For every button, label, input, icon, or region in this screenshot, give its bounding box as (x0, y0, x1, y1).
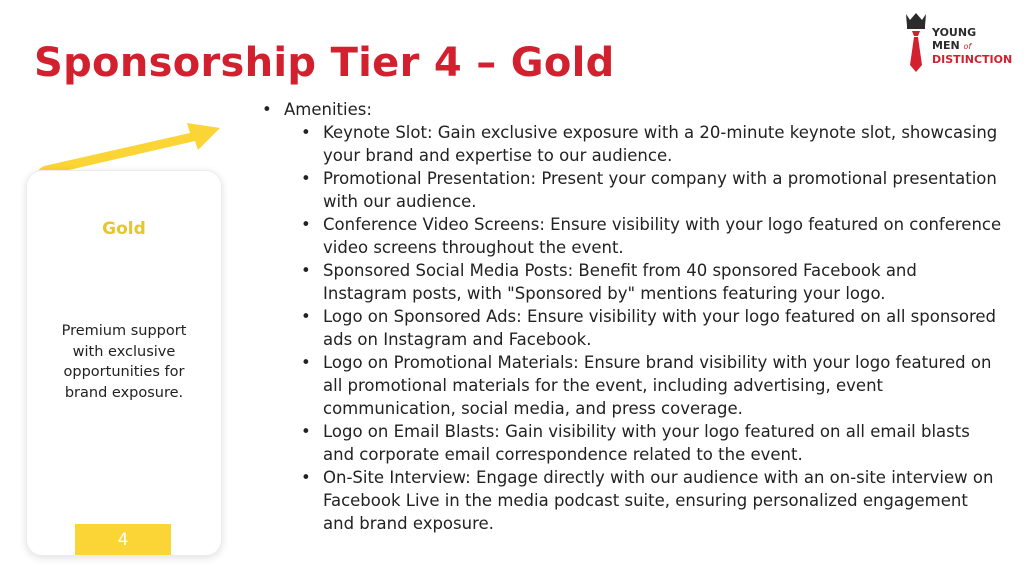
list-item: • Logo on Promotional Materials: Ensure brand visibility with your logo featured on all promotional materials for the event, including advertising, event communication, social media, and press coverage. (262, 351, 1002, 420)
logo-line-distinction: DISTINCTION (932, 53, 1013, 66)
tier-card (26, 170, 222, 556)
slide-title: Sponsorship Tier 4 – Gold (34, 40, 615, 86)
logo-line-men: MEN (932, 39, 960, 52)
list-item: • Sponsored Social Media Posts: Benefit from 40 sponsored Facebook and Instagram posts, with "Sponsored by" mentions featuring your logo. (262, 259, 1002, 305)
list-item: • Conference Video Screens: Ensure visibility with your logo featured on conference video screens throughout the event. (262, 213, 1002, 259)
amenities-content (262, 98, 1002, 535)
card-tier-number: 4 (75, 524, 171, 555)
list-item: • Keynote Slot: Gain exclusive exposure with a 20-minute keynote slot, showcasing your brand and expertise to our audience. (262, 121, 1002, 167)
card-description: Premium support with exclusive opportunities for brand exposure. (61, 323, 187, 401)
list-item: • Promotional Presentation: Present your company with a promotional presentation with our audience. (262, 167, 1002, 213)
list-item: • On-Site Interview: Engage directly with our audience with an on-site interview on Facebook Live in the media podcast suite, ensuring personalized engagement and brand exposure. (262, 466, 1002, 535)
crown-tie-icon (902, 10, 930, 74)
logo-of: of (963, 42, 972, 51)
logo-line-young: YOUNG (932, 26, 977, 39)
card-tier-label: Gold (102, 219, 146, 239)
amenities-heading: • Amenities: (262, 98, 1002, 121)
brand-logo (902, 10, 1014, 74)
amenities-list (262, 121, 1002, 535)
list-item: • Logo on Email Blasts: Gain visibility with your logo featured on all email blasts and corporate email correspondence related to the event. (262, 420, 1002, 466)
list-item: • Logo on Sponsored Ads: Ensure visibility with your logo featured on all sponsored ads on Instagram and Facebook. (262, 305, 1002, 351)
